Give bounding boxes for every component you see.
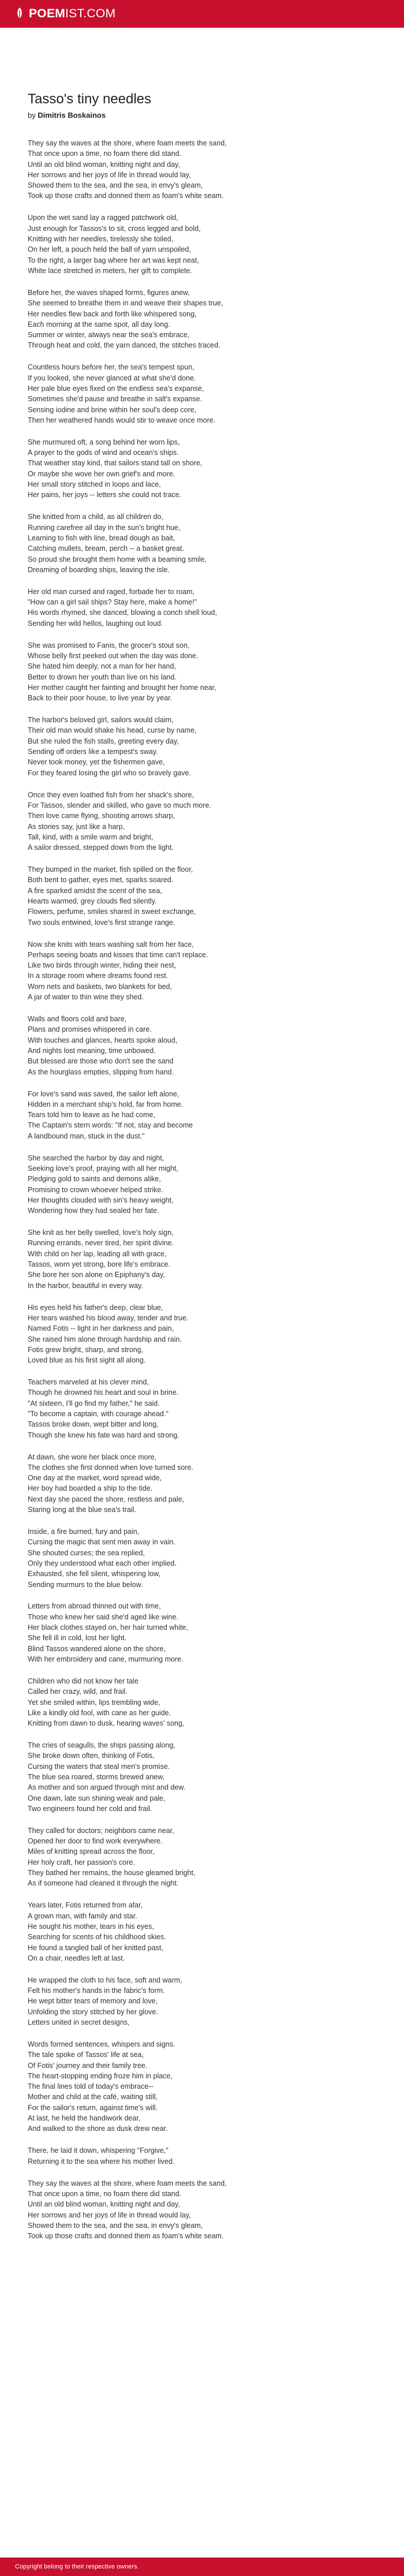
poem-line: Named Fotis -- light in her darkness and pain, bbox=[28, 1324, 174, 1333]
poem-line: That once upon a time, no foam there did stand. bbox=[28, 2189, 182, 2198]
poem-line: Loved blue as his first sight all along. bbox=[28, 1356, 146, 1365]
poem-line: Better to drown her youth than live on his land. bbox=[28, 673, 177, 681]
poem-body bbox=[28, 138, 376, 2241]
site-footer bbox=[0, 2558, 404, 2576]
poem-line: Sending murmurs to the blue below. bbox=[28, 1580, 143, 1589]
poem-line: For the sailor's return, against time's will. bbox=[28, 2103, 158, 2112]
poem-line: Summer or winter, always near the sea's embrace, bbox=[28, 331, 190, 339]
poem-line: One dawn, late sun shining weak and pale, bbox=[28, 1794, 166, 1802]
poem-line: Her tears washed his blood away, tender and true. bbox=[28, 1313, 189, 1322]
poem-line: The clothes she first donned when love turned sore. bbox=[28, 1463, 193, 1472]
poem-line: Like two birds through winter, hiding their nest, bbox=[28, 961, 177, 970]
poem-line: She knit as her belly swelled, love's holy sign, bbox=[28, 1229, 174, 1237]
poem-line: He wept bitter tears of memory and love, bbox=[28, 1997, 158, 2006]
poem-line: Countless hours before her, the sea's tempest spun, bbox=[28, 363, 194, 372]
poem-line: "At sixteen, I'll go find my father," he said. bbox=[28, 1399, 160, 1408]
poem-line: And walked to the shore as dusk drew near. bbox=[28, 2125, 168, 2133]
poem-line: With touches and glances, hearts spoke aloud, bbox=[28, 1036, 178, 1044]
quill-icon bbox=[15, 7, 24, 21]
poem-line: Her boy had boarded a ship to the tide. bbox=[28, 1484, 153, 1493]
poem-line: Letters from abroad thinned out with time, bbox=[28, 1602, 161, 1611]
poem-line: Learning to fish with line, bread dough as bait, bbox=[28, 533, 175, 542]
poem-line: Unfolding the story stitched by her glove. bbox=[28, 2007, 158, 2016]
poem-line: Returning it to the sea where his mother lived. bbox=[28, 2157, 175, 2166]
poem-line: The heart-stopping ending froze him in place, bbox=[28, 2071, 173, 2080]
poem-line: Opened her door to find work everywhere. bbox=[28, 1837, 163, 1846]
poem-line: For they feared losing the girl who so bravely gave. bbox=[28, 768, 191, 777]
poem-line: Until an old blind woman, knitting night and day, bbox=[28, 160, 180, 169]
author-name[interactable]: Dimitris Boskainos bbox=[38, 111, 106, 120]
poem-line: They bathed her remains, the house gleamed bright, bbox=[28, 1869, 196, 1877]
poem-line: A sailor dressed, stepped down from the light. bbox=[28, 843, 174, 852]
poem-line: Her pains, her joys -- letters she could not trace. bbox=[28, 491, 182, 499]
poem-line: They say the waves at the shore, where foam meets the sand, bbox=[28, 2179, 227, 2187]
poem-line: Two souls entwined, love's first strange range. bbox=[28, 918, 175, 927]
poem-line: Children who did not know her tale bbox=[28, 1677, 139, 1685]
poem-line: She fell ill in cold, lost her light. bbox=[28, 1634, 126, 1642]
poem-line: The harbor's beloved girl, sailors would claim, bbox=[28, 716, 174, 725]
poem-line: Teachers marveled at his clever mind, bbox=[28, 1378, 149, 1387]
poem-line: Plans and promises whispered in care. bbox=[28, 1025, 152, 1034]
poem-container bbox=[0, 28, 404, 2241]
poem-line: She broke down often, thinking of Fotis, bbox=[28, 1752, 155, 1760]
poem-line: With child on her lap, leading all with grace, bbox=[28, 1249, 167, 1258]
poem-line: Each morning at the same spot, all day long. bbox=[28, 320, 170, 328]
poem-line: Took up those crafts and donned them as foam's white seam. bbox=[28, 2232, 224, 2241]
poem-line: Though she knew his fate was hard and strong. bbox=[28, 1431, 179, 1439]
poem-line: Never took money, yet the fishermen gave, bbox=[28, 758, 165, 767]
poem-line: Until an old blind woman, knitting night and day, bbox=[28, 2200, 180, 2209]
poem-line: Upon the wet sand lay a ragged patchwork old, bbox=[28, 214, 178, 222]
poem-line: Wondering how they had sealed her fate. bbox=[28, 1207, 159, 1215]
poem-line: Her old man cursed and raged, forbade her to roam, bbox=[28, 587, 195, 596]
stanza bbox=[28, 1227, 376, 1291]
stanza bbox=[28, 1526, 376, 1590]
poem-line: Knitting with her needles, tirelessly she toiled, bbox=[28, 235, 174, 244]
poem-line: They bumped in the market, fish spilled on the floor, bbox=[28, 865, 193, 874]
stanza bbox=[28, 437, 376, 501]
poem-line: Promising to crown whoever helped strike. bbox=[28, 1185, 163, 1194]
stanza bbox=[28, 512, 376, 575]
stanza bbox=[28, 1601, 376, 1664]
poem-line: Worn nets and baskets, two blankets for bed, bbox=[28, 982, 172, 991]
poem-line: Catching mullets, bream, perch -- a basket great. bbox=[28, 544, 184, 553]
poem-line: But she ruled the fish stalls, greeting every day, bbox=[28, 737, 179, 745]
poem-line: "To become a captain, with courage ahead." bbox=[28, 1409, 169, 1418]
poem-line: But blessed are those who don't see the sand bbox=[28, 1057, 174, 1066]
poem-line: Mother and child at the café, waiting still, bbox=[28, 2093, 158, 2101]
poem-line: Seeking love's proof, praying with all her might, bbox=[28, 1164, 178, 1173]
poem-line: Her holy craft, her passion's core. bbox=[28, 1858, 135, 1866]
poem-line: A prayer to the gods of wind and ocean's ships. bbox=[28, 449, 179, 457]
poem-line: To the right, a larger bag where her art was kept neat, bbox=[28, 256, 199, 264]
poem-line: The blue sea roared, storms brewed anew, bbox=[28, 1773, 164, 1782]
poem-line: She hated him deeply, not a man for her hand, bbox=[28, 662, 176, 671]
poem-line: His words rhymed, she danced, blowing a conch shell loud, bbox=[28, 608, 217, 617]
poem-line: Cursing the magic that sent men away in vain. bbox=[28, 1538, 175, 1547]
poem-line: Showed them to the sea, and the sea, in envy's gleam, bbox=[28, 181, 203, 190]
poem-line: Blind Tassos wandered alone on the shore, bbox=[28, 1644, 166, 1653]
stanza bbox=[28, 1452, 376, 1515]
poem-line: Yet she smiled within, lips trembling wide, bbox=[28, 1698, 160, 1707]
poem-line: Her mother caught her fainting and brought her home near, bbox=[28, 683, 216, 692]
poem-line: Through heat and cold, the yarn danced, the stitches traced. bbox=[28, 341, 220, 350]
stanza bbox=[28, 362, 376, 425]
poem-line: Hearts warmed, grey clouds fled silently. bbox=[28, 897, 157, 905]
poem-line: She seemed to breathe them in and weave their shapes true, bbox=[28, 299, 223, 308]
poem-title: Tasso's tiny needles bbox=[28, 91, 152, 107]
poem-line: On her left, a pouch held the ball of yarn unspoiled, bbox=[28, 245, 191, 254]
poem-line: Walls and floors cold and bare, bbox=[28, 1015, 127, 1024]
poem-line: "How can a girl sail ships? Stay here, make a home!" bbox=[28, 598, 197, 607]
poem-line: Her needles flew back and forth like whispered song, bbox=[28, 309, 197, 318]
poem-line: Then love came flying, shooting arrows sharp, bbox=[28, 812, 175, 820]
poem-line: Though he drowned his heart and soul in brine. bbox=[28, 1388, 179, 1397]
stanza bbox=[28, 1302, 376, 1366]
stanza bbox=[28, 1089, 376, 1141]
poem-line: Of Fotis' journey and their family tree. bbox=[28, 2061, 148, 2070]
poem-line: So proud she brought them home with a beaming smile, bbox=[28, 555, 207, 563]
stanza bbox=[28, 138, 376, 201]
poem-line: Hidden in a merchant ship's hold, far from home. bbox=[28, 1100, 184, 1108]
poem-line: Now she knits with tears washing salt from her face, bbox=[28, 940, 194, 949]
stanza bbox=[28, 2178, 376, 2242]
stanza bbox=[28, 1825, 376, 1889]
poem-line: Two engineers found her cold and frail. bbox=[28, 1804, 152, 1813]
stanza bbox=[28, 288, 376, 351]
poem-line: Her sorrows and her joys of life in thread would lay, bbox=[28, 2211, 191, 2219]
poem-line: Flowers, perfume, smiles shared in sweet exchange, bbox=[28, 908, 196, 916]
poem-line: She searched the harbor by day and night, bbox=[28, 1153, 164, 1162]
poem-line: Then her weathered hands would stir to weave once more. bbox=[28, 416, 216, 424]
poem-line: That once upon a time, no foam there did stand. bbox=[28, 150, 182, 158]
poem-line: Tassos broke down, wept bitter and long, bbox=[28, 1420, 159, 1429]
poem-line: White lace stretched in meters, her gift to complete. bbox=[28, 266, 192, 275]
poem-line: Staring long at the blue sea's trail. bbox=[28, 1506, 136, 1514]
poem-line: Called her crazy, wild, and frail. bbox=[28, 1688, 128, 1696]
poem-line: Once they even loathed fish from her shack's shore, bbox=[28, 790, 194, 799]
poem-line: Perhaps seeing boats and kisses that time can't replace. bbox=[28, 950, 208, 959]
poem-line: A fire sparked amidst the scent of the sea, bbox=[28, 886, 162, 895]
poem-line: A jar of water to thin wine they shed. bbox=[28, 993, 144, 1002]
poem-line: Letters united in secret designs, bbox=[28, 2018, 130, 2027]
poem-line: She raised him alone through hardship and rain. bbox=[28, 1335, 182, 1343]
stanza bbox=[28, 715, 376, 778]
poem-line: With her embroidery and cane, murmuring more. bbox=[28, 1655, 184, 1663]
logo-text: POEMIST.COM bbox=[29, 7, 116, 20]
poem-line: Tall, kind, with a smile warm and bright, bbox=[28, 832, 154, 841]
stanza bbox=[28, 1740, 376, 1814]
poem-line: That weather stay kind, that sailors stand tall on shore, bbox=[28, 459, 203, 468]
poem-line: Next day she paced the shore, restless and pale, bbox=[28, 1495, 184, 1503]
stanza bbox=[28, 1676, 376, 1728]
stanza bbox=[28, 790, 376, 853]
poem-line: Her thoughts clouded with sin's heavy weight, bbox=[28, 1196, 174, 1204]
poem-line: As stories say, just like a harp, bbox=[28, 822, 125, 831]
poem-line: They say the waves at the shore, where foam meets the sand, bbox=[28, 139, 227, 147]
poem-line: Those who knew her said she'd aged like wine. bbox=[28, 1612, 178, 1621]
poem-line: As the hourglass empties, slipping from hand. bbox=[28, 1067, 174, 1076]
poem-line: Took up those crafts and donned them as foam's white seam. bbox=[28, 192, 224, 200]
poem-line: Running errands, never tired, her spirit divine. bbox=[28, 1239, 174, 1248]
poem-line: Both bent to gather, eyes met, sparks soared. bbox=[28, 876, 174, 884]
poem-line: She bore her son alone on Epiphany's day, bbox=[28, 1271, 165, 1279]
poem-line: In a storage room where dreams found rest. bbox=[28, 972, 169, 980]
poem-line: For Tassos, slender and skilled, who gave so much more. bbox=[28, 801, 211, 809]
stanza bbox=[28, 1975, 376, 2028]
poem-line: Her sorrows and her joys of life in thread would lay, bbox=[28, 170, 191, 179]
poem-line: Her small story stitched in loops and lace, bbox=[28, 480, 161, 489]
poem-line: Sending her wild hellos, laughing out loud. bbox=[28, 619, 163, 628]
poem-line: She was promised to Fanis, the grocer's stout son, bbox=[28, 641, 190, 649]
poem-line: For love's sand was saved, the sailor left alone, bbox=[28, 1089, 179, 1098]
poem-line: Inside, a fire burned, fury and pain, bbox=[28, 1528, 140, 1536]
poem-line: On a chair, needles left at last. bbox=[28, 1954, 125, 1962]
poem-line: Tassos, worn yet strong, bore life's embrace. bbox=[28, 1260, 170, 1269]
poem-line: The Captain's stern words: "If not, stay and become bbox=[28, 1121, 193, 1130]
copyright-text: Copyright belong to their respective owners. bbox=[15, 2563, 139, 2570]
poem-line: Years later, Fotis returned from afar, bbox=[28, 1901, 143, 1910]
poem-line: He sought his mother, tears in his eyes, bbox=[28, 1922, 154, 1931]
stanza bbox=[28, 640, 376, 704]
poem-line: The cries of seagulls, the ships passing along, bbox=[28, 1741, 175, 1750]
poem-line: A landbound man, stuck in the dust." bbox=[28, 1132, 145, 1140]
byline-prefix: by bbox=[28, 111, 38, 120]
poem-line: There, he laid it down, whispering "Forgive," bbox=[28, 2146, 169, 2155]
poem-line: Sensing iodine and brine within her soul's deep core, bbox=[28, 405, 197, 414]
poem-line: They called for doctors; neighbors came near, bbox=[28, 1826, 174, 1835]
poem-line: Pledging gold to saints and demons alike, bbox=[28, 1175, 161, 1184]
stanza bbox=[28, 1153, 376, 1216]
stanza bbox=[28, 939, 376, 1003]
poem-line: He found a tangled ball of her knitted past, bbox=[28, 1943, 163, 1952]
poem-byline bbox=[28, 111, 376, 120]
poem-line: Running carefree all day in the sun's bright hue, bbox=[28, 523, 181, 532]
poem-line: His eyes held his father's deep, clear blue, bbox=[28, 1303, 163, 1312]
poem-line: Sending off orders like a tempest's sway. bbox=[28, 748, 158, 756]
poem-line: The final lines told of today's embrace-- bbox=[28, 2082, 154, 2091]
poem-line: Her black clothes stayed on, her hair turned white, bbox=[28, 1623, 188, 1632]
poem-line: Exhausted, she fell silent, whispering low, bbox=[28, 1570, 160, 1578]
stanza bbox=[28, 212, 376, 276]
poem-line: Their old man would shake his head, curse by name, bbox=[28, 726, 197, 735]
stanza bbox=[28, 1900, 376, 1963]
poem-line: Miles of knitting spread across the floor, bbox=[28, 1847, 155, 1856]
poem-line: Only they understood what each other implied. bbox=[28, 1559, 177, 1567]
stanza bbox=[28, 587, 376, 629]
poem-line: Sometimes she'd pause and breathe in salt's expanse. bbox=[28, 395, 203, 404]
poem-line: She knitted from a child, as all children do, bbox=[28, 513, 163, 521]
poem-line: Cursing the waters that steal men's promise. bbox=[28, 1762, 170, 1771]
poem-line: Her pale blue eyes fixed on the endless sea's expanse, bbox=[28, 384, 204, 393]
stanza bbox=[28, 2145, 376, 2167]
site-header bbox=[0, 0, 404, 28]
poem-line: He wrapped the cloth to his face, soft and warm, bbox=[28, 1976, 182, 1984]
poem-line: She shouted curses; the sea replied, bbox=[28, 1548, 145, 1557]
poem-line: Dreaming of boarding ships, leaving the isle. bbox=[28, 565, 170, 574]
poem-line: Felt his mother's hands in the fabric's form. bbox=[28, 1987, 165, 1995]
site-logo[interactable] bbox=[15, 7, 115, 21]
stanza bbox=[28, 864, 376, 928]
poem-line: And nights lost meaning, time unbowed. bbox=[28, 1046, 156, 1055]
stanza bbox=[28, 1014, 376, 1077]
poem-line: In the harbor, beautiful in every way. bbox=[28, 1281, 143, 1290]
poem-line: As mother and son argued through mist and dew. bbox=[28, 1783, 186, 1792]
poem-line: As if someone had cleaned it through the night. bbox=[28, 1879, 179, 1888]
poem-line: A grown man, with family and star. bbox=[28, 1912, 137, 1920]
poem-line: Whose belly first peeked out when the day was done. bbox=[28, 651, 199, 660]
stanza bbox=[28, 1377, 376, 1440]
poem-line: At dawn, she wore her black once more, bbox=[28, 1453, 157, 1461]
poem-line: Like a kindly old fool, with cane as her guide. bbox=[28, 1708, 171, 1717]
poem-line: She murmured oft, a song behind her worn lips, bbox=[28, 438, 180, 446]
poem-line: At last, he held the handiwork dear, bbox=[28, 2114, 141, 2123]
poem-line: Before her, the waves shaped forms, figures anew, bbox=[28, 288, 190, 297]
poem-line: One day at the market, word spread wide, bbox=[28, 1474, 162, 1483]
poem-line: Showed them to the sea, and the sea, in envy's gleam, bbox=[28, 2221, 203, 2230]
stanza bbox=[28, 2039, 376, 2134]
poem-line: The tale spoke of Tassos' life at sea, bbox=[28, 2051, 144, 2059]
poem-line: Just enough for Tassos's to sit, cross legged and bold, bbox=[28, 224, 201, 233]
poem-line: Or maybe she wove her own grief's and more. bbox=[28, 469, 175, 478]
poem-line: Words formed sentences, whispers and signs. bbox=[28, 2040, 175, 2048]
poem-line: Fotis grew bright, sharp, and strong, bbox=[28, 1345, 144, 1354]
poem-line: Searching for scents of his childhood skies. bbox=[28, 1933, 166, 1942]
poem-line: Back to their poor house, to live year by year. bbox=[28, 694, 173, 703]
poem-line: Knitting from dawn to dusk, hearing waves' song, bbox=[28, 1719, 185, 1728]
poem-line: If you looked, she never glanced at what she'd done. bbox=[28, 374, 196, 382]
poem-line: Tears told him to leave as he had come, bbox=[28, 1111, 155, 1119]
